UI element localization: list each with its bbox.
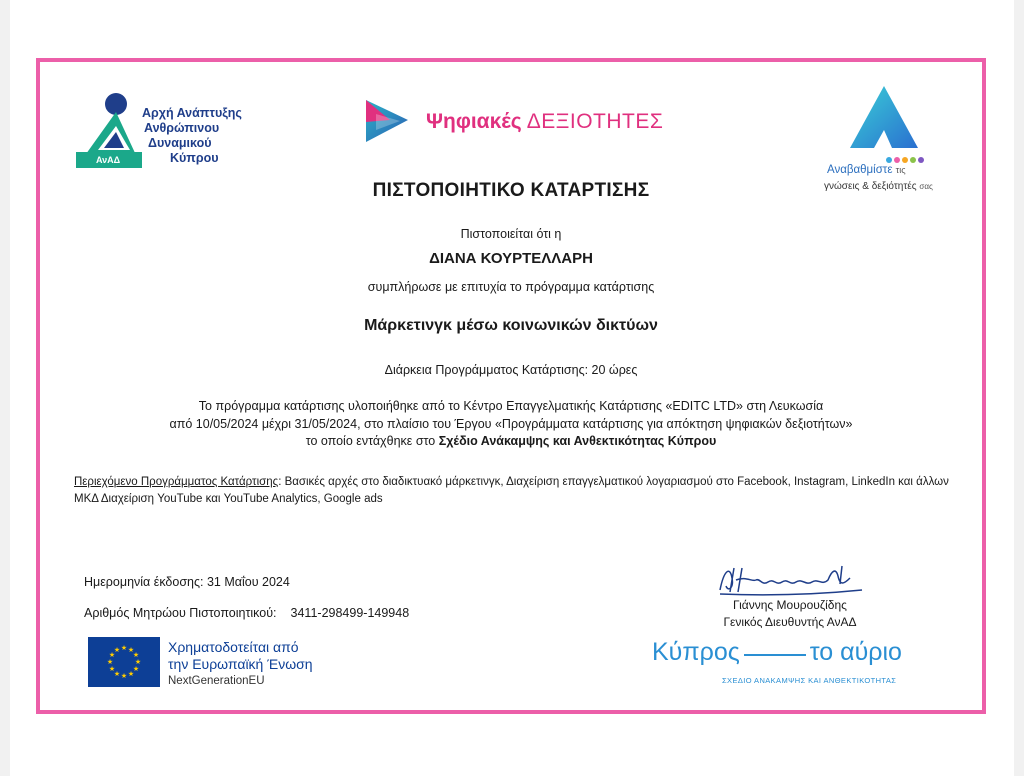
svg-text:★: ★ bbox=[127, 670, 135, 678]
issue-date: Ημερομηνία έκδοσης: 31 Μαΐου 2024 bbox=[84, 575, 290, 589]
eu-line-1: Χρηματοδοτείται από bbox=[168, 639, 299, 655]
dot-5 bbox=[918, 157, 924, 163]
handwritten-signature bbox=[712, 560, 872, 600]
eu-line-2: την Ευρωπαϊκή Ένωση bbox=[168, 656, 313, 672]
implementation-line-3-pre: το οποίο εντάχθηκε στο bbox=[305, 434, 439, 448]
cyprus-tomorrow-word-1: Κύπρος bbox=[652, 638, 740, 666]
svg-text:★: ★ bbox=[132, 651, 140, 659]
implementation-line-2: από 10/05/2024 μέχρι 31/05/2024, στο πλαίσιο του Έργου «Προγράμματα κατάρτισης για απόκτηση ψηφιακών δεξιοτήτων» bbox=[169, 416, 853, 431]
completed-text: συμπλήρωσε με επιτυχία το πρόγραμμα κατάρτισης bbox=[367, 280, 655, 294]
dot-1 bbox=[886, 157, 892, 163]
play-arrow-icon bbox=[360, 96, 416, 146]
dot-3 bbox=[902, 157, 908, 163]
dot-4 bbox=[910, 157, 916, 163]
svg-text:★: ★ bbox=[127, 646, 135, 654]
certifies-text: Πιστοποιείται ότι η bbox=[460, 227, 562, 241]
eu-line-3: NextGenerationEU bbox=[168, 675, 265, 687]
course-title: Μάρκετινγκ μέσω κοινωνικών δικτύων bbox=[364, 317, 658, 334]
digital-skills-word-1: Ψηφιακές bbox=[426, 110, 522, 133]
signer-name: Γιάννης Μουρουζίδης bbox=[733, 598, 847, 612]
implementation-text bbox=[36, 398, 986, 451]
mountain-icon bbox=[846, 84, 926, 154]
registration-label: Αριθμός Μητρώου Πιστοποιητικού: bbox=[84, 606, 277, 620]
anad-line-3: Δυναμικού bbox=[148, 136, 212, 150]
svg-text:★: ★ bbox=[106, 658, 114, 666]
registration-value: 3411-298499-149948 bbox=[290, 606, 410, 620]
eu-flag-icon bbox=[88, 637, 160, 687]
svg-text:★: ★ bbox=[113, 646, 121, 654]
signer-title: Γενικός Διευθυντής ΑνΑΔ bbox=[723, 615, 857, 629]
recipient-name: ΔΙΑΝΑ ΚΟΥΡΤΕΛΛΑΡΗ bbox=[429, 250, 593, 267]
svg-text:★: ★ bbox=[134, 658, 142, 666]
title-underline bbox=[744, 654, 806, 656]
digital-skills-logo bbox=[360, 96, 680, 146]
recovery-plan-name: Σχέδιο Ανάκαμψης και Ανθεκτικότητας Κύπρου bbox=[438, 434, 717, 448]
digital-skills-word-2: ΔΕΞΙΟΤΗΤΕΣ bbox=[526, 110, 664, 133]
cyprus-tomorrow-logo bbox=[652, 638, 952, 688]
upgrade-line-1-small: τις bbox=[895, 165, 906, 175]
dot-2 bbox=[894, 157, 900, 163]
cyprus-tomorrow-title bbox=[652, 638, 902, 667]
upgrade-line-2-small: σας bbox=[919, 182, 933, 191]
eu-stars-icon bbox=[88, 637, 160, 687]
anad-line-1: Αρχή Ανάπτυξης bbox=[142, 106, 242, 120]
program-content-text: : Βασικές αρχές στο διαδικτυακό μάρκετινγκ, Διαχείριση επαγγελματικού λογαριασμού στο Facebook, Instagram, LinkedIn και άλλων ΜΚΔ Διαχείριση YouTube και YouTube Analytics, Google ads bbox=[74, 476, 949, 505]
svg-text:★: ★ bbox=[108, 665, 116, 673]
upgrade-line-1 bbox=[827, 164, 906, 176]
anad-abbr: ΑνΑΔ bbox=[96, 155, 121, 165]
upgrade-line-1-main: Αναβαθμίστε bbox=[827, 164, 893, 176]
cyprus-tomorrow-word-2: το αύριο bbox=[809, 638, 902, 666]
svg-text:★: ★ bbox=[132, 665, 140, 673]
anad-line-4: Κύπρου bbox=[170, 151, 219, 165]
program-content-label: Περιεχόμενο Προγράμματος Κατάρτισης bbox=[74, 476, 279, 488]
anad-line-2: Ανθρώπινου bbox=[144, 121, 220, 135]
svg-text:★: ★ bbox=[113, 670, 121, 678]
implementation-line-3 bbox=[36, 433, 986, 451]
program-duration: Διάρκεια Προγράμματος Κατάρτισης: 20 ώρες bbox=[384, 363, 638, 377]
anad-logo bbox=[74, 92, 254, 172]
svg-text:★: ★ bbox=[120, 644, 128, 652]
signature-icon bbox=[712, 560, 872, 600]
program-content bbox=[74, 474, 964, 508]
svg-text:★: ★ bbox=[108, 651, 116, 659]
implementation-line-1: Το πρόγραμμα κατάρτισης υλοποιήθηκε από το Κέντρο Επαγγελματικής Κατάρτισης «EDITC LTD» στη Λευκωσία bbox=[198, 399, 824, 413]
svg-text:★: ★ bbox=[120, 672, 128, 680]
upgrade-line-2-main: γνώσεις & δεξιότητές bbox=[824, 181, 917, 192]
anad-name bbox=[142, 106, 252, 166]
eu-funding-logo bbox=[88, 637, 368, 689]
digital-skills-title bbox=[426, 110, 663, 134]
registration-number bbox=[84, 606, 409, 620]
certificate-title: ΠΙΣΤΟΠΟΙΗΤΙΚΟ ΚΑΤΑΡΤΙΣΗΣ bbox=[372, 180, 650, 201]
cyprus-tomorrow-subtitle: ΣΧΕΔΙΟ ΑΝΑΚΑΜΨΗΣ ΚΑΙ ΑΝΘΕΚΤΙΚΟΤΗΤΑΣ bbox=[722, 676, 897, 685]
